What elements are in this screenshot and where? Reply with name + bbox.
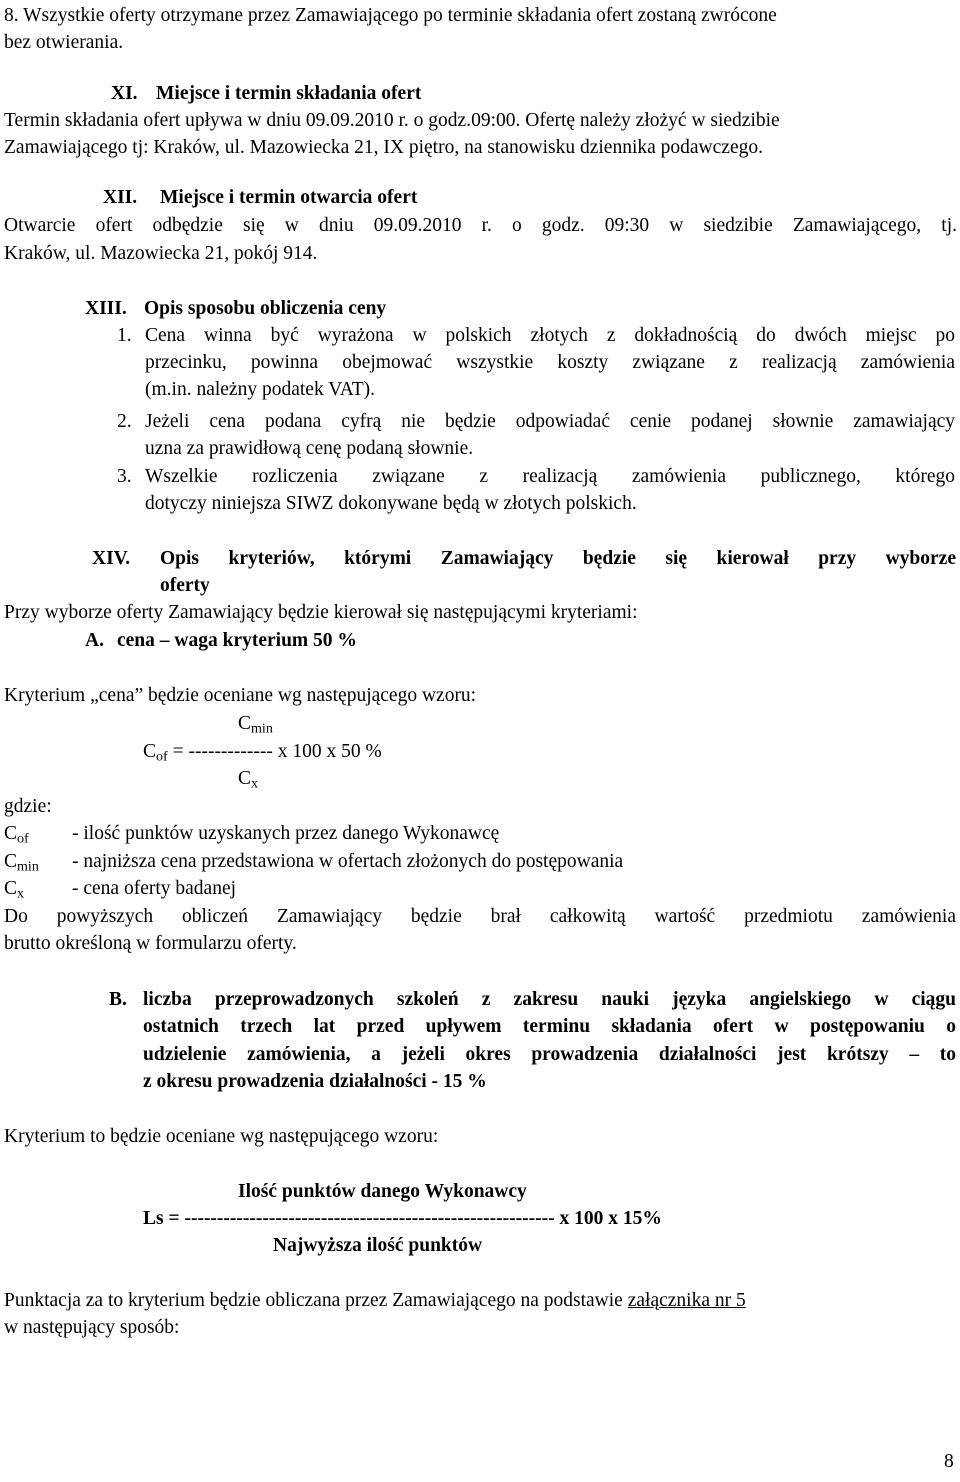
list-number: 2. [117,411,132,432]
formula-line: $C_{of}$ = ------------- x 100 x 50 % [143,741,382,765]
list-number: 1. [117,325,132,346]
section-title: Opis sposobu obliczenia ceny [144,298,387,319]
criterion-title: cena – waga kryterium 50 % [117,630,357,651]
legend-symbol: $C_{of}$ [4,823,29,847]
formula-denominator: $C_x$ [238,768,259,792]
criterion-label: B. [109,989,127,1010]
criterion-title: liczba przeprowadzonych szkoleń z zakresu nauki języka angielskiego w ciągu [143,989,956,1010]
paragraph-line: Przy wyborze oferty Zamawiający będzie kierował się następującymi kryteriami: [4,602,638,623]
criterion-title: z okresu prowadzenia działalności - 15 % [143,1071,487,1092]
paragraph-line: Kraków, ul. Mazowiecka 21, pokój 914. [4,243,318,264]
criterion-title: udzielenie zamówienia, a jeżeli okres prowadzenia działalności jest krótszy – to [143,1044,956,1065]
legend-definition: - ilość punktów uzyskanych przez danego Wykonawcę [72,823,500,844]
attachment-reference: załącznika nr 5 [627,1290,746,1311]
section-title: Miejsce i termin otwarcia ofert [160,187,418,208]
paragraph-line: Otwarcie ofert odbędzie się w dniu 09.09.2010 r. o godz. 09:30 w siedzibie Zamawiającego, tj. [4,215,957,236]
paragraph-line: w następujący sposób: [4,1317,180,1338]
section-title: Miejsce i termin składania ofert [156,83,422,104]
paragraph-line: Do powyższych obliczeń Zamawiający będzie brał całkowitą wartość przedmiotu zamówienia [4,906,956,927]
formula-denominator: Najwyższa ilość punktów [273,1235,483,1256]
list-number: 3. [117,466,132,487]
paragraph-line: Kryterium „cena” będzie oceniane wg następującego wzoru: [4,685,477,706]
list-item-line: dotyczy niniejsza SIWZ dokonywane będą w złotych polskich. [145,493,637,514]
formula-numerator: $C_{min}$ [238,713,273,737]
criterion-label: A. [85,630,104,651]
section-number: XIV. [92,548,131,569]
section-title: oferty [160,575,210,596]
legend-heading: gdzie: [4,796,52,817]
intro-line: 8. Wszystkie oferty otrzymane przez Zamawiającego po terminie składania ofert zostaną zwrócone [4,5,777,26]
section-number: XII. [103,187,138,208]
paragraph-line: brutto określoną w formularzu oferty. [4,933,297,954]
paragraph-line: Termin składania ofert upływa w dniu 09.09.2010 r. o godz.09:00. Ofertę należy złożyć w siedzibie [4,110,780,131]
legend-definition: - najniższa cena przedstawiona w ofertach złożonych do postępowania [72,851,624,872]
paragraph-line: Zamawiającego tj: Kraków, ul. Mazowiecka 21, IX piętro, na stanowisku dziennika podawczego. [4,137,763,158]
list-item-line: uzna za prawidłową cenę podaną słownie. [145,438,474,459]
list-item-line: Jeżeli cena podana cyfrą nie będzie odpowiadać cenie podanej słownie zamawiający [145,411,955,432]
section-number: XI. [111,83,138,104]
list-item-line: Cena winna być wyrażona w polskich złotych z dokładnością do dwóch miejsc po [145,325,955,346]
list-item-line: Wszelkie rozliczenia związane z realizacją zamówienia publicznego, którego [145,466,955,487]
legend-symbol: $C_{min}$ [4,851,39,875]
list-item-line: przecinku, powinna obejmować wszystkie koszty związane z realizacją zamówienia [145,352,955,373]
section-number: XIII. [85,298,127,319]
criterion-title: ostatnich trzech lat przed upływem terminu składania ofert w postępowaniu o [143,1016,956,1037]
formula-line: Ls = --------------------------------------------------------- x 100 x 15% [143,1208,662,1229]
legend-symbol: $C_x$ [4,878,25,902]
formula-numerator: Ilość punktów danego Wykonawcy [238,1181,527,1202]
section-title: Opis kryteriów, którymi Zamawiający będzie się kierował przy wyborze [160,548,956,569]
legend-definition: - cena oferty badanej [72,878,237,899]
paragraph-line: Kryterium to będzie oceniane wg następującego wzoru: [4,1126,439,1147]
paragraph-line: Punktacja za to kryterium będzie obliczana przez Zamawiającego na podstawie załącznika nr 5 [4,1290,746,1311]
list-item-line: (m.in. należny podatek VAT). [145,379,375,400]
page-number: 8 [944,1451,954,1472]
intro-line: bez otwierania. [4,32,124,53]
